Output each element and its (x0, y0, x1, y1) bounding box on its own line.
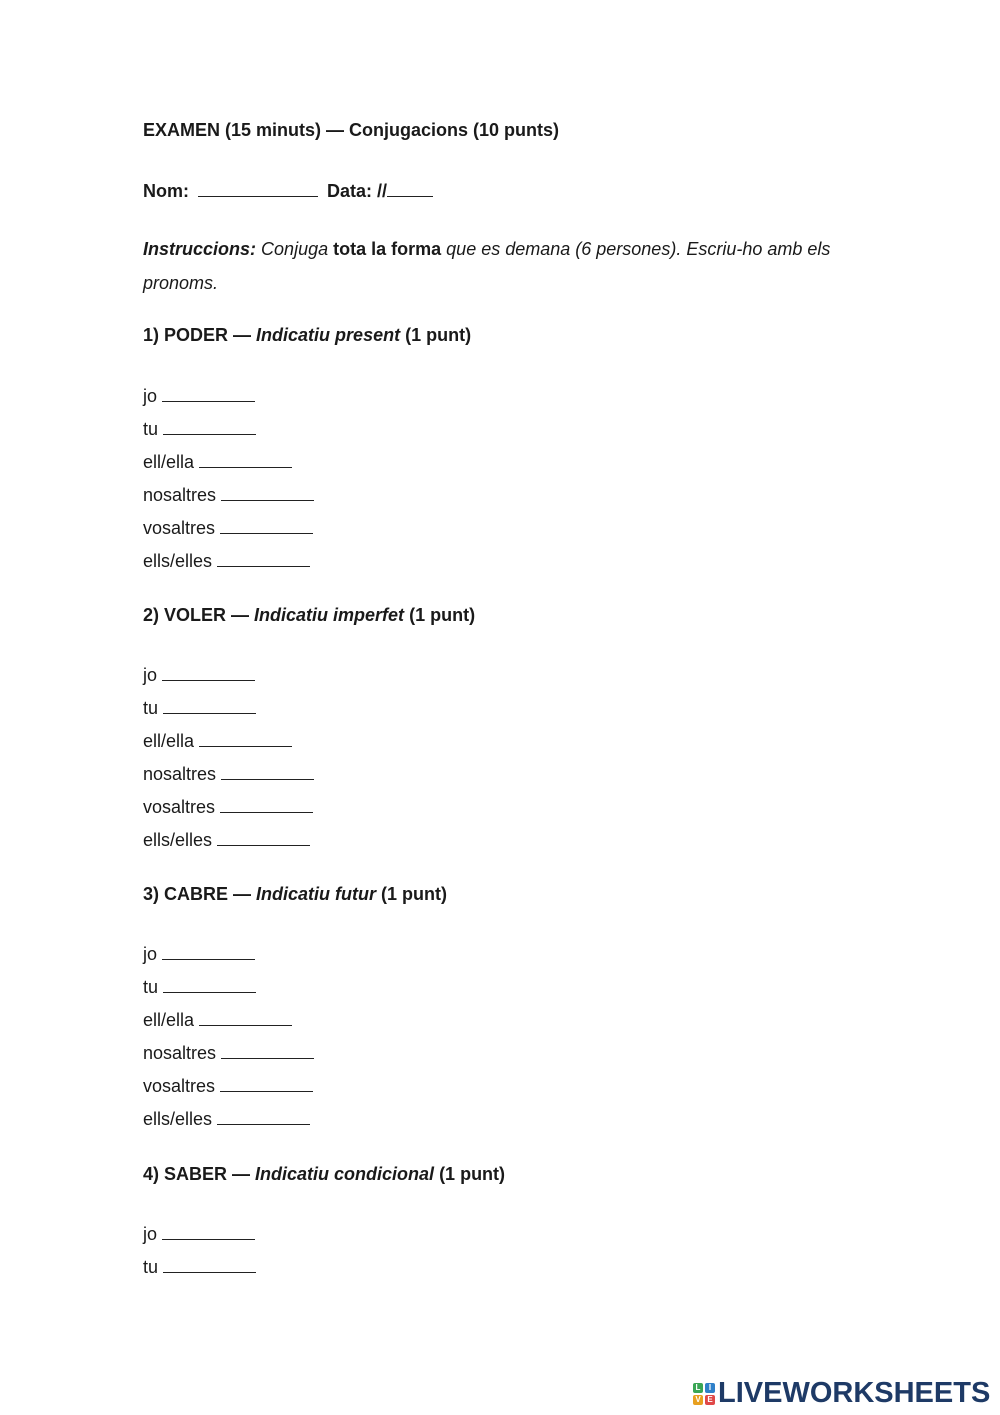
answer-blank[interactable] (221, 1040, 314, 1059)
answer-row (143, 515, 313, 539)
data-field[interactable] (387, 178, 433, 197)
answer-blank[interactable] (217, 827, 310, 846)
section-heading (143, 884, 447, 905)
answer-row (143, 548, 310, 572)
answer-row (143, 827, 310, 851)
answer-row (143, 974, 256, 998)
section-tense: Indicatiu imperfet (254, 605, 405, 625)
liveworksheets-logo[interactable] (693, 1377, 990, 1410)
section-points: (1 punt) (381, 884, 448, 904)
nom-label: Nom: (143, 181, 189, 201)
section-points: (1 punt) (409, 605, 476, 625)
answer-row (143, 416, 256, 440)
pronoun-label: tu (143, 977, 159, 997)
answer-blank[interactable] (199, 728, 292, 747)
instructions-part1: Conjuga (261, 239, 329, 259)
section-tense: Indicatiu futur (256, 884, 377, 904)
section-number: 4) SABER — (143, 1164, 251, 1184)
logo-text: LIVEWORKSHEETS (718, 1377, 991, 1409)
pronoun-label: vosaltres (143, 518, 216, 538)
pronoun-label: ells/elles (143, 830, 213, 850)
answer-blank[interactable] (162, 941, 255, 960)
answer-blank[interactable] (220, 1073, 313, 1092)
section-tense: Indicatiu present (256, 325, 401, 345)
instructions-bold: tota la forma (333, 239, 442, 259)
name-date-line (143, 178, 433, 202)
answer-row (143, 1254, 256, 1278)
pronoun-label: tu (143, 1257, 159, 1277)
section-heading (143, 1164, 505, 1185)
page-title: EXAMEN (15 minuts) — Conjugacions (10 punts) (143, 120, 560, 140)
pronoun-label: vosaltres (143, 1076, 216, 1096)
logo-letter: L (693, 1383, 703, 1393)
answer-blank[interactable] (162, 1221, 255, 1240)
section-tense: Indicatiu condicional (255, 1164, 435, 1184)
pronoun-label: ells/elles (143, 1109, 213, 1129)
answer-row (143, 1221, 255, 1245)
data-label: Data: // (327, 181, 388, 201)
answer-row (143, 383, 255, 407)
answer-row (143, 941, 255, 965)
answer-row (143, 1007, 292, 1031)
pronoun-label: jo (143, 944, 158, 964)
instructions-label: Instruccions: (143, 239, 257, 259)
pronoun-label: vosaltres (143, 797, 216, 817)
pronoun-label: tu (143, 419, 159, 439)
pronoun-label: nosaltres (143, 764, 217, 784)
answer-blank[interactable] (162, 662, 255, 681)
answer-blank[interactable] (217, 1106, 310, 1125)
pronoun-label: ells/elles (143, 551, 213, 571)
answer-blank[interactable] (163, 1254, 256, 1273)
answer-blank[interactable] (162, 383, 255, 402)
answer-blank[interactable] (221, 761, 314, 780)
pronoun-label: jo (143, 386, 158, 406)
answer-blank[interactable] (199, 449, 292, 468)
section-heading (143, 605, 475, 626)
pronoun-label: nosaltres (143, 485, 217, 505)
pronoun-label: ell/ella (143, 1010, 195, 1030)
section-number: 2) VOLER — (143, 605, 250, 625)
answer-row (143, 1106, 310, 1130)
instructions-part2: que es demana (6 persones). Escriu-ho amb els pronoms. (143, 239, 831, 293)
answer-row (143, 1073, 313, 1097)
logo-letter: E (705, 1395, 715, 1405)
logo-letter: I (705, 1383, 715, 1393)
pronoun-label: tu (143, 698, 159, 718)
answer-blank[interactable] (220, 515, 313, 534)
pronoun-label: jo (143, 1224, 158, 1244)
answer-row (143, 1040, 314, 1064)
answer-blank[interactable] (217, 548, 310, 567)
answer-blank[interactable] (199, 1007, 292, 1026)
answer-blank[interactable] (163, 695, 256, 714)
answer-row (143, 695, 256, 719)
answer-row (143, 482, 314, 506)
section-points: (1 punt) (439, 1164, 506, 1184)
section-heading (143, 325, 471, 346)
pronoun-label: ell/ella (143, 452, 195, 472)
answer-row (143, 662, 255, 686)
nom-field[interactable] (198, 178, 318, 197)
section-points: (1 punt) (405, 325, 472, 345)
pronoun-label: ell/ella (143, 731, 195, 751)
instructions (143, 232, 863, 300)
answer-blank[interactable] (163, 416, 256, 435)
section-number: 3) CABRE — (143, 884, 252, 904)
answer-blank[interactable] (221, 482, 314, 501)
answer-row (143, 728, 292, 752)
answer-row (143, 449, 292, 473)
logo-letter: V (693, 1395, 703, 1405)
pronoun-label: jo (143, 665, 158, 685)
pronoun-label: nosaltres (143, 1043, 217, 1063)
section-number: 1) PODER — (143, 325, 252, 345)
logo-icon (693, 1383, 715, 1405)
answer-row (143, 794, 313, 818)
answer-blank[interactable] (220, 794, 313, 813)
answer-blank[interactable] (163, 974, 256, 993)
answer-row (143, 761, 314, 785)
